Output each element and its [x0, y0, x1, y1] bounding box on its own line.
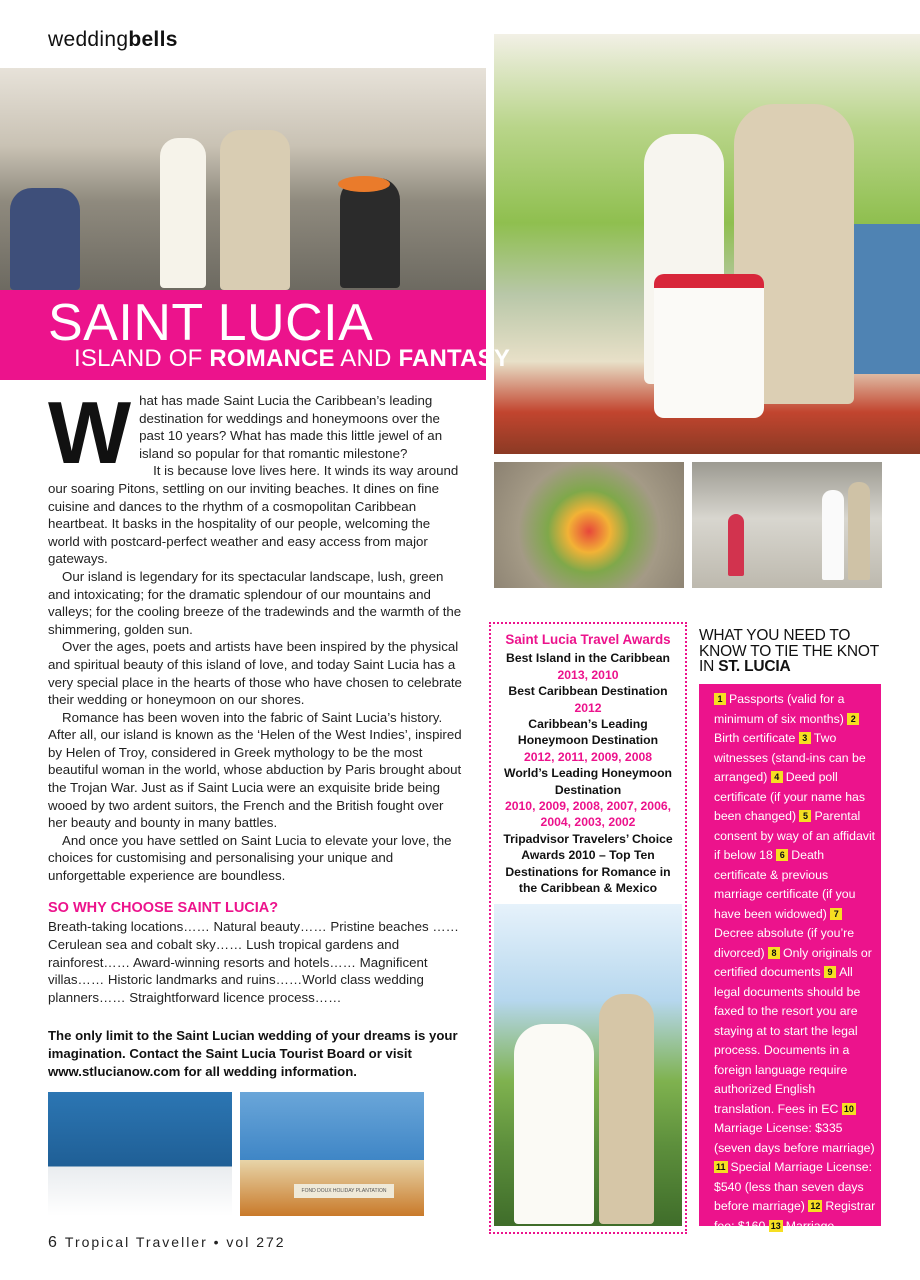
- number-badge: 9: [824, 966, 836, 978]
- article-paragraph: And once you have settled on Saint Lucia to elevate your love, the choices for customising and personalising your unique and unforgettable experience are boundless.: [48, 832, 452, 884]
- awards-list: [496, 632, 680, 897]
- number-badge: 5: [799, 810, 811, 822]
- why-text: Breath-taking locations…… Natural beauty…… Pristine beaches …… Cerulean sea and cobalt sky…… Lush tropical gardens and rainforest…… Award-winning resorts and hotels…… Magnificent villas…… Historic landmarks and ruins……World class wedding planners…… Straightforward licence process……: [48, 919, 459, 1006]
- expo-booth-photo-2: [240, 1092, 424, 1216]
- award-years: 2010, 2009, 2008, 2007, 2006, 2004, 2003, 2002: [504, 799, 672, 830]
- article-paragraph: Our island is legendary for its spectacular landscape, lush, green and intoxicating; for the dramatic splendour of our mountains and valleys; for the cooling breeze of the tradewinds and the warmth of the shimmering, golden sun.: [48, 568, 462, 637]
- article-body: [48, 383, 462, 885]
- page-title: SAINT LUCIA: [48, 294, 374, 352]
- number-badge: 1: [714, 693, 726, 705]
- closing-statement: The only limit to the Saint Lucian wedding of your dreams is your imagination. Contact the Saint Lucia Tourist Board or visit www.stlucianow.com for all wedding information.: [48, 1028, 458, 1079]
- award-title: Tripadvisor Travelers’ Choice Awards 2010 – Top Ten Destinations for Romance in the Caribbean & Mexico: [503, 831, 673, 896]
- couple-kiss-cake-photo: [494, 34, 920, 454]
- page-subtitle: ISLAND OF ROMANCE AND FANTASY: [74, 345, 511, 372]
- article-paragraph: Romance has been woven into the fabric of Saint Lucia’s history. After all, our island is known as the ‘Helen of the West Indies’, inspired by Helen of Troy, considered in Greek mythology to be the most beautiful woman in the world, whose abduction by Paris brought about the Trojan War. Just as if Saint Lucia were an exquisite bride being wooed by two ardent suitors, the French and the British fought over her beauty and bounty in many battles.: [48, 709, 462, 831]
- ceremony-photo: [692, 462, 882, 588]
- article-paragraph: It is because love lives here. It winds its way around our soaring Pitons, settling on our inviting beaches. It dines on fine cuisine and dances to the rhythm of a cosmopolitan Caribbean heartbeat. It basks in the hospitality of our people, welcoming the world with postcard-perfect weather and easy access from major gateways.: [48, 463, 459, 567]
- drop-cap: W: [48, 383, 132, 482]
- expo-booth-photo-1: [48, 1092, 232, 1216]
- article-paragraph: What has made Saint Lucia the Caribbean’s leading destination for weddings and honeymoons over the past 10 years? What has made this little jewel of an island so popular for that romantic milestone?: [48, 383, 443, 482]
- wedding-procession-photo: [0, 68, 486, 290]
- number-badge: 6: [776, 849, 788, 861]
- number-badge: 12: [810, 1201, 821, 1211]
- why-heading: SO WHY CHOOSE SAINT LUCIA?: [48, 900, 279, 916]
- page-number: 6: [48, 1234, 57, 1251]
- award-years: 2012, 2011, 2009, 2008: [523, 749, 653, 764]
- number-badge: 4: [771, 771, 783, 783]
- requirements-list: 1 Passports (valid for a minimum of six months) 2Birth certificate 3 Two witnesses (stand-ins can be arranged) 4 Deed poll certificate (if your name has been changed) 5 Parental consent by way of an affidavit if below 18 6 Death certificate & previous marriage certificate (if you have been widowed) 7Decree absolute (if you’re divorced) 8 Only originals or certified documents 9 All legal documents should be faxed to the resort you are staying at to start the legal process. Documents in a foreign language require authorized English translation. Fees in EC 10Marriage License: $335 (seven days before marriage) 11 Special Marriage License: $540 (less than seven days before marriage) 12 Registrar fee: $160 13 Marriage Certificate: $8: [714, 692, 876, 1252]
- award-title: Best Caribbean Destination: [508, 684, 668, 699]
- booth-banner: FOND DOUX HOLIDAY PLANTATION: [294, 1184, 394, 1198]
- bouquet-photo: [494, 462, 684, 588]
- section-label: weddingbells: [48, 28, 178, 51]
- number-badge: 8: [768, 947, 780, 959]
- publication-name: Tropical Traveller • vol 272: [64, 1234, 286, 1250]
- number-badge: 3: [799, 732, 811, 744]
- award-years: 2012: [574, 700, 602, 715]
- number-badge: 2: [847, 713, 859, 725]
- article-paragraph: Over the ages, poets and artists have been inspired by the physical and spiritual beauty of this island of love, and today Saint Lucia has a very special place in the hearts of those who have chosen to celebrate their wedding or honeymoon on our shores.: [48, 639, 462, 708]
- award-title: Caribbean’s Leading Honeymoon Destination: [517, 717, 659, 748]
- number-badge: 13: [770, 1220, 781, 1231]
- award-years: 2013, 2010: [557, 667, 619, 682]
- page-footer: [48, 1234, 286, 1252]
- award-title: Best Island in the Caribbean: [506, 651, 670, 666]
- requirements-heading: WHAT YOU NEED TO KNOW TO TIE THE KNOT IN ST. LUCIA: [699, 627, 880, 675]
- awards-heading: Saint Lucia Travel Awards: [505, 632, 671, 647]
- award-title: World’s Leading Honeymoon Destination: [504, 766, 672, 797]
- number-badge: 10: [843, 1103, 854, 1114]
- number-badge: 11: [716, 1162, 726, 1172]
- number-badge: 7: [830, 908, 842, 920]
